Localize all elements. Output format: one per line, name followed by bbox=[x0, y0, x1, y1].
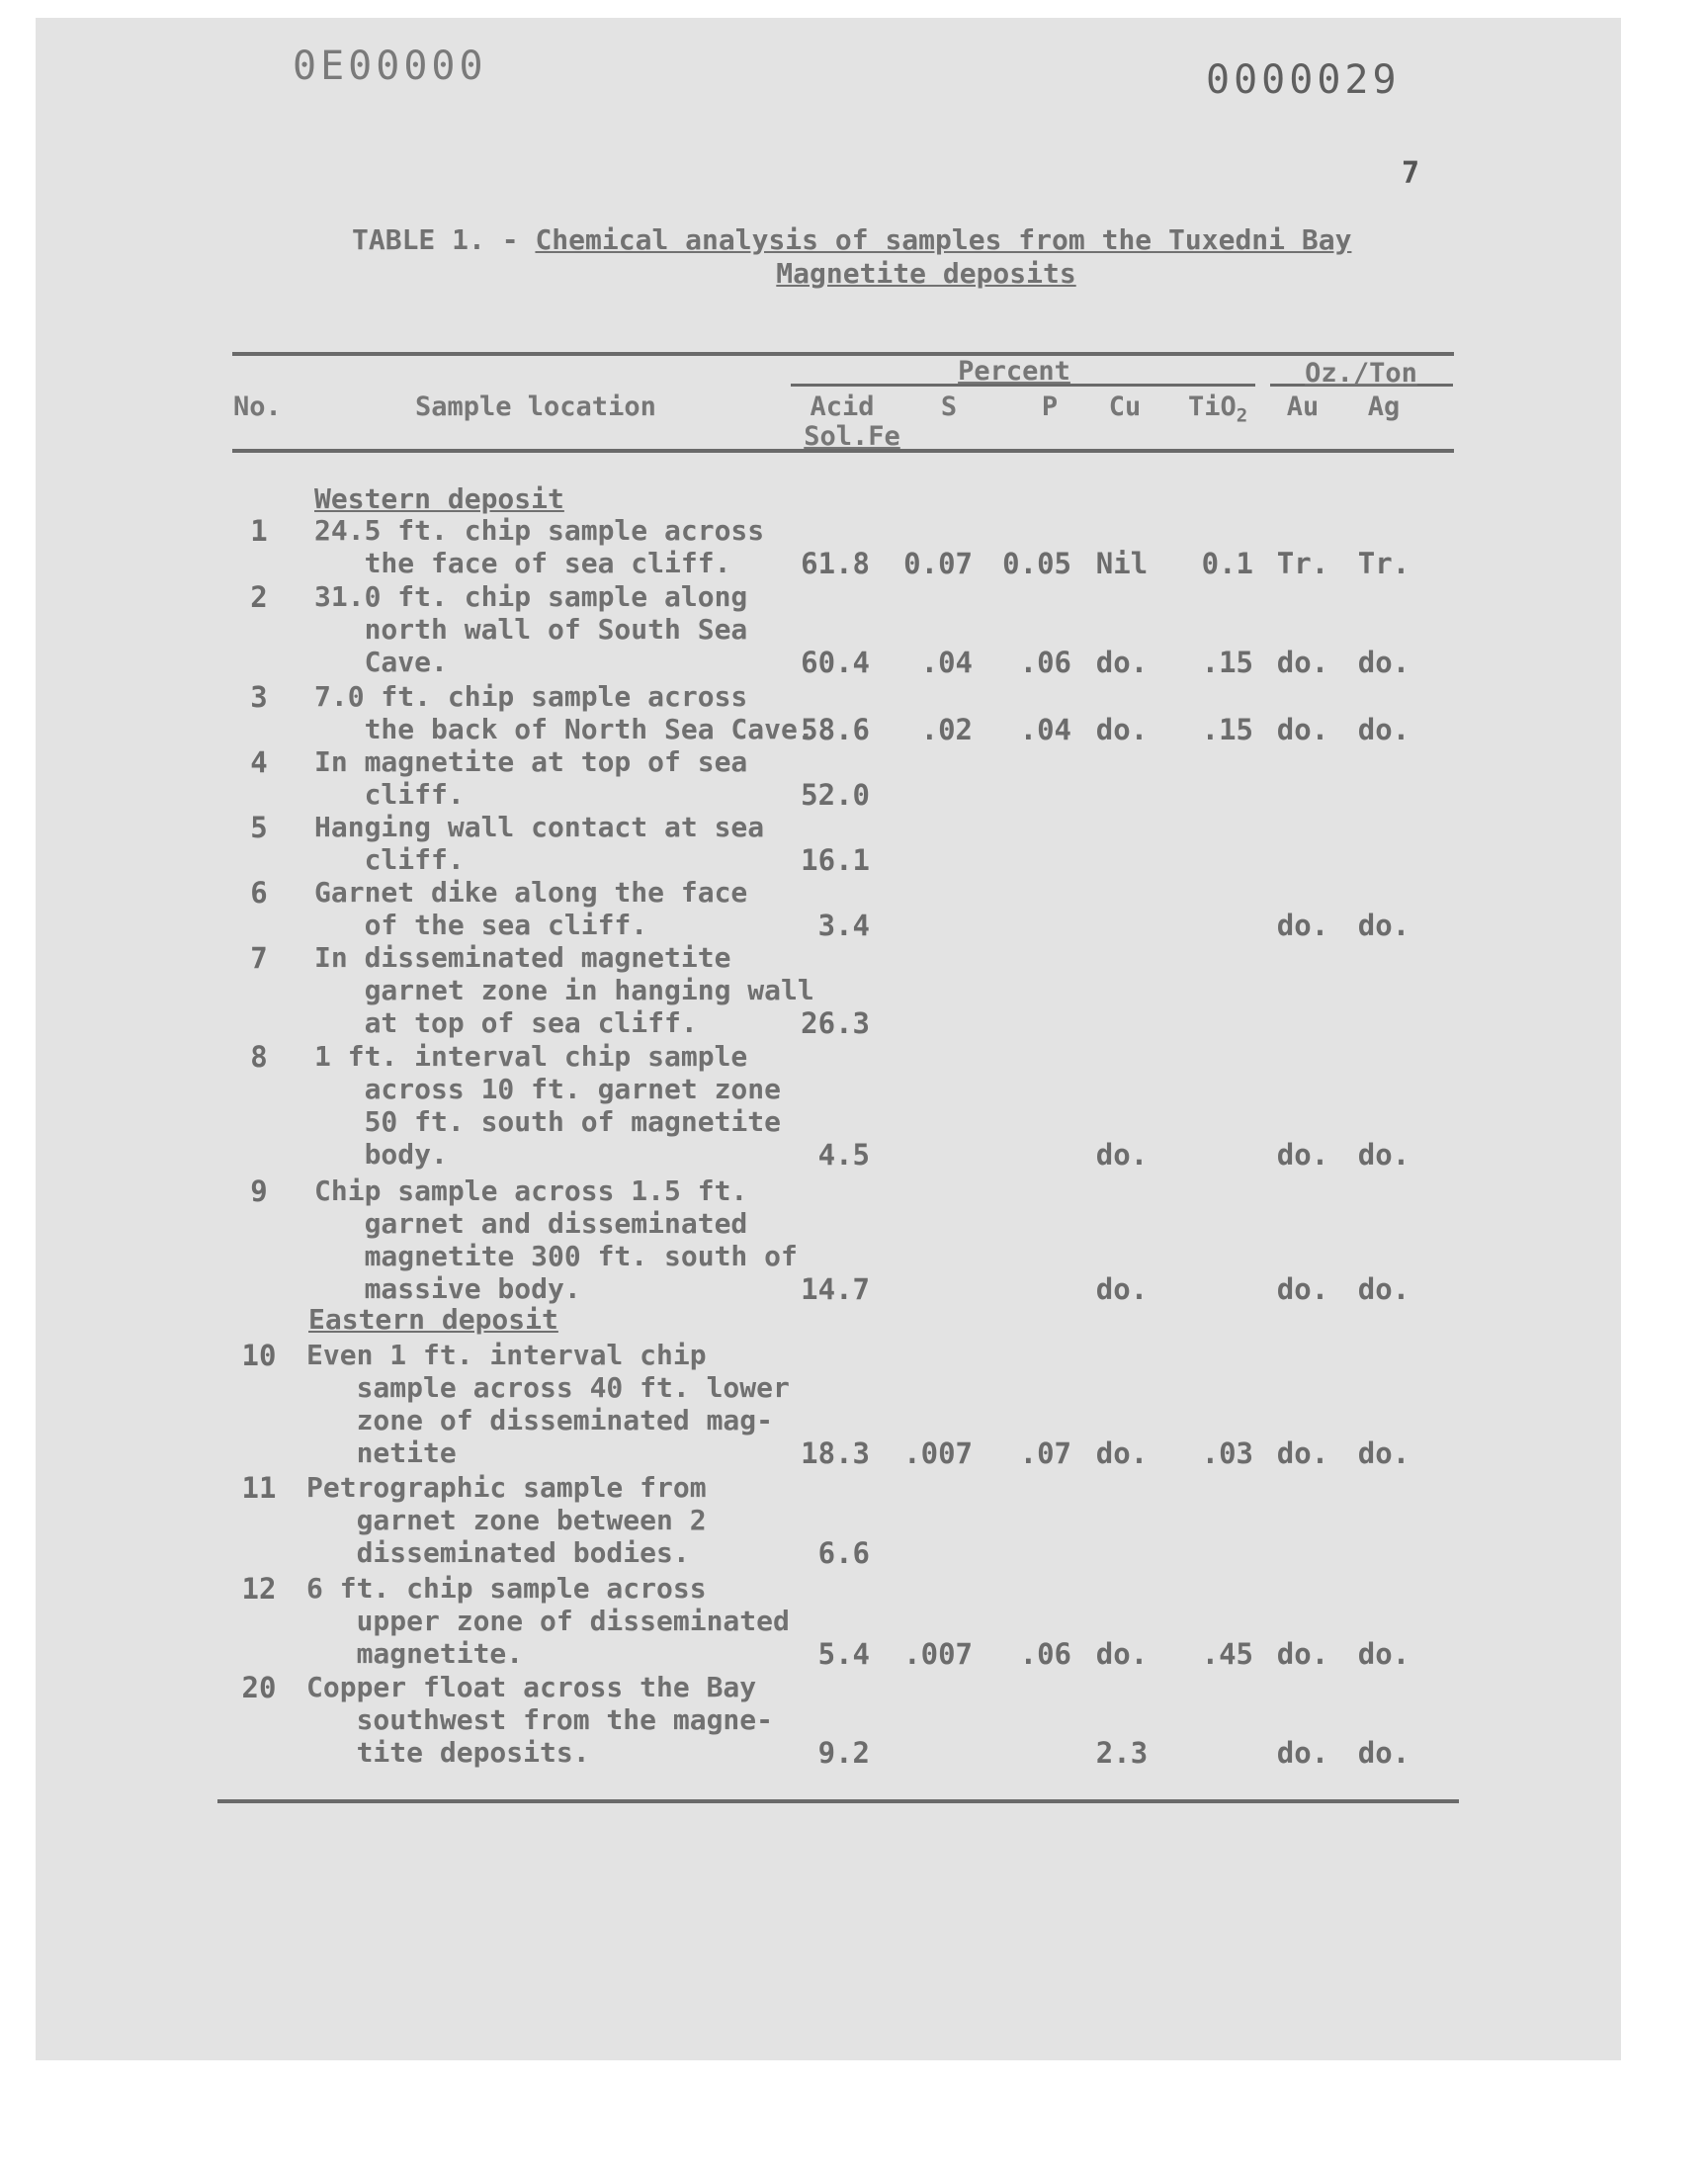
row-value-tio2: .15 bbox=[1201, 646, 1253, 679]
row-value-au: do. bbox=[1276, 646, 1329, 679]
header-au: Au bbox=[1286, 392, 1320, 422]
row-sample-location: Garnet dike along the face of the sea cliff. bbox=[314, 876, 748, 941]
row-value-fe: 3.4 bbox=[817, 909, 870, 942]
header-tio2-main: TiO bbox=[1188, 392, 1237, 422]
row-value-s: .007 bbox=[903, 1436, 973, 1470]
row-value-fe: 58.6 bbox=[801, 713, 870, 746]
header-oz-ton: Oz./Ton bbox=[1305, 358, 1417, 389]
row-value-cu: 2.3 bbox=[1095, 1736, 1149, 1770]
row-value-p: .04 bbox=[1019, 713, 1071, 746]
header-percent: Percent bbox=[958, 356, 1070, 387]
table-bottom-rule bbox=[217, 1799, 1459, 1803]
row-number: 20 bbox=[241, 1671, 277, 1704]
row-value-fe: 61.8 bbox=[801, 547, 870, 580]
row-value-s: .02 bbox=[920, 713, 973, 746]
row-value-p: .07 bbox=[1019, 1436, 1071, 1470]
row-value-p: 0.05 bbox=[1002, 547, 1071, 580]
header-acid-line2: Sol.Fe bbox=[804, 421, 900, 452]
row-value-au: do. bbox=[1276, 1436, 1329, 1470]
header-tio2 bbox=[1188, 392, 1247, 426]
row-number: 6 bbox=[250, 876, 268, 910]
row-value-p: .06 bbox=[1019, 1637, 1071, 1671]
table-title-prefix: TABLE 1. - bbox=[352, 223, 536, 256]
row-number: 1 bbox=[250, 514, 268, 548]
row-number: 9 bbox=[250, 1174, 268, 1208]
row-value-fe: 9.2 bbox=[817, 1736, 870, 1770]
table-title-line1 bbox=[352, 223, 1351, 256]
header-sample-location: Sample location bbox=[415, 392, 656, 422]
row-value-au: do. bbox=[1276, 1736, 1329, 1770]
row-sample-location: Even 1 ft. interval chip sample across 40 ft. lower zone of disseminated mag- netite bbox=[306, 1339, 790, 1469]
section-western: Western deposit bbox=[314, 482, 564, 515]
row-value-cu: do. bbox=[1095, 1138, 1149, 1172]
row-number: 3 bbox=[250, 680, 268, 714]
header-acid-line1: Acid bbox=[810, 392, 875, 422]
row-number: 7 bbox=[250, 941, 268, 975]
row-sample-location: In disseminated magnetite garnet zone in hanging wall at top of sea cliff. bbox=[314, 941, 814, 1039]
table-title-line2: Magnetite deposits bbox=[776, 257, 1076, 290]
row-number: 8 bbox=[250, 1040, 268, 1074]
page-number: 7 bbox=[1402, 156, 1420, 191]
row-number: 5 bbox=[250, 811, 268, 844]
row-value-cu: do. bbox=[1095, 713, 1149, 746]
row-sample-location: 7.0 ft. chip sample across the back of North Sea Cave. bbox=[314, 680, 814, 745]
row-value-s: .007 bbox=[903, 1637, 973, 1671]
header-no: No. bbox=[233, 392, 282, 422]
row-sample-location: Copper float across the Bay southwest from the magne- tite deposits. bbox=[306, 1671, 774, 1769]
row-value-ag: do. bbox=[1357, 1436, 1410, 1470]
row-value-fe: 18.3 bbox=[801, 1436, 870, 1470]
row-value-ag: do. bbox=[1357, 1736, 1410, 1770]
row-value-p: .06 bbox=[1019, 646, 1071, 679]
row-value-au: do. bbox=[1276, 1637, 1329, 1671]
stamp-right: 0000029 bbox=[1206, 57, 1401, 103]
row-value-au: do. bbox=[1276, 713, 1329, 746]
row-value-tio2: .03 bbox=[1201, 1436, 1253, 1470]
table-top-rule bbox=[232, 352, 1454, 356]
row-sample-location: Petrographic sample from garnet zone between 2 disseminated bodies. bbox=[306, 1471, 707, 1569]
header-p: P bbox=[1041, 392, 1059, 422]
row-value-tio2: 0.1 bbox=[1201, 547, 1253, 580]
row-value-ag: do. bbox=[1357, 909, 1410, 942]
row-sample-location: 24.5 ft. chip sample across the face of sea cliff. bbox=[314, 514, 765, 579]
row-value-fe: 52.0 bbox=[801, 778, 870, 812]
row-value-cu: Nil bbox=[1095, 547, 1149, 580]
row-value-ag: do. bbox=[1357, 713, 1410, 746]
row-value-s: .04 bbox=[920, 646, 973, 679]
row-value-fe: 16.1 bbox=[801, 843, 870, 877]
row-value-cu: do. bbox=[1095, 1272, 1149, 1306]
section-eastern: Eastern deposit bbox=[308, 1303, 558, 1336]
row-value-ag: do. bbox=[1357, 1272, 1410, 1306]
row-value-au: Tr. bbox=[1276, 547, 1329, 580]
table-title-underlined: Chemical analysis of samples from the Tuxedni Bay bbox=[535, 223, 1352, 256]
row-sample-location: In magnetite at top of sea cliff. bbox=[314, 745, 748, 811]
row-value-cu: do. bbox=[1095, 1637, 1149, 1671]
row-number: 2 bbox=[250, 580, 268, 614]
row-value-ag: do. bbox=[1357, 646, 1410, 679]
row-value-fe: 14.7 bbox=[801, 1272, 870, 1306]
row-value-fe: 60.4 bbox=[801, 646, 870, 679]
row-value-s: 0.07 bbox=[903, 547, 973, 580]
row-sample-location: 1 ft. interval chip sample across 10 ft. garnet zone 50 ft. south of magnetite body. bbox=[314, 1040, 782, 1171]
header-cu: Cu bbox=[1108, 392, 1142, 422]
row-value-ag: do. bbox=[1357, 1138, 1410, 1172]
row-sample-location: Chip sample across 1.5 ft. garnet and disseminated magnetite 300 ft. south of massive body. bbox=[314, 1174, 798, 1305]
row-value-fe: 5.4 bbox=[817, 1637, 870, 1671]
row-value-au: do. bbox=[1276, 1272, 1329, 1306]
row-value-fe: 26.3 bbox=[801, 1006, 870, 1040]
header-ag: Ag bbox=[1367, 392, 1401, 422]
row-value-ag: do. bbox=[1357, 1637, 1410, 1671]
row-sample-location: 6 ft. chip sample across upper zone of disseminated magnetite. bbox=[306, 1572, 790, 1670]
stamp-left: 0E00000 bbox=[293, 44, 487, 89]
row-value-ag: Tr. bbox=[1357, 547, 1410, 580]
row-number: 10 bbox=[241, 1339, 277, 1372]
row-value-tio2: .45 bbox=[1201, 1637, 1253, 1671]
header-tio2-sub: 2 bbox=[1236, 404, 1248, 427]
row-number: 12 bbox=[241, 1572, 277, 1606]
row-sample-location: 31.0 ft. chip sample along north wall of South Sea Cave. bbox=[314, 580, 748, 678]
row-sample-location: Hanging wall contact at sea cliff. bbox=[314, 811, 765, 876]
row-value-fe: 6.6 bbox=[817, 1536, 870, 1570]
row-value-au: do. bbox=[1276, 909, 1329, 942]
row-value-au: do. bbox=[1276, 1138, 1329, 1172]
row-number: 11 bbox=[241, 1471, 277, 1505]
row-value-tio2: .15 bbox=[1201, 713, 1253, 746]
row-value-cu: do. bbox=[1095, 646, 1149, 679]
header-s: S bbox=[940, 392, 958, 422]
row-value-cu: do. bbox=[1095, 1436, 1149, 1470]
row-value-fe: 4.5 bbox=[817, 1138, 870, 1172]
row-number: 4 bbox=[250, 745, 268, 779]
